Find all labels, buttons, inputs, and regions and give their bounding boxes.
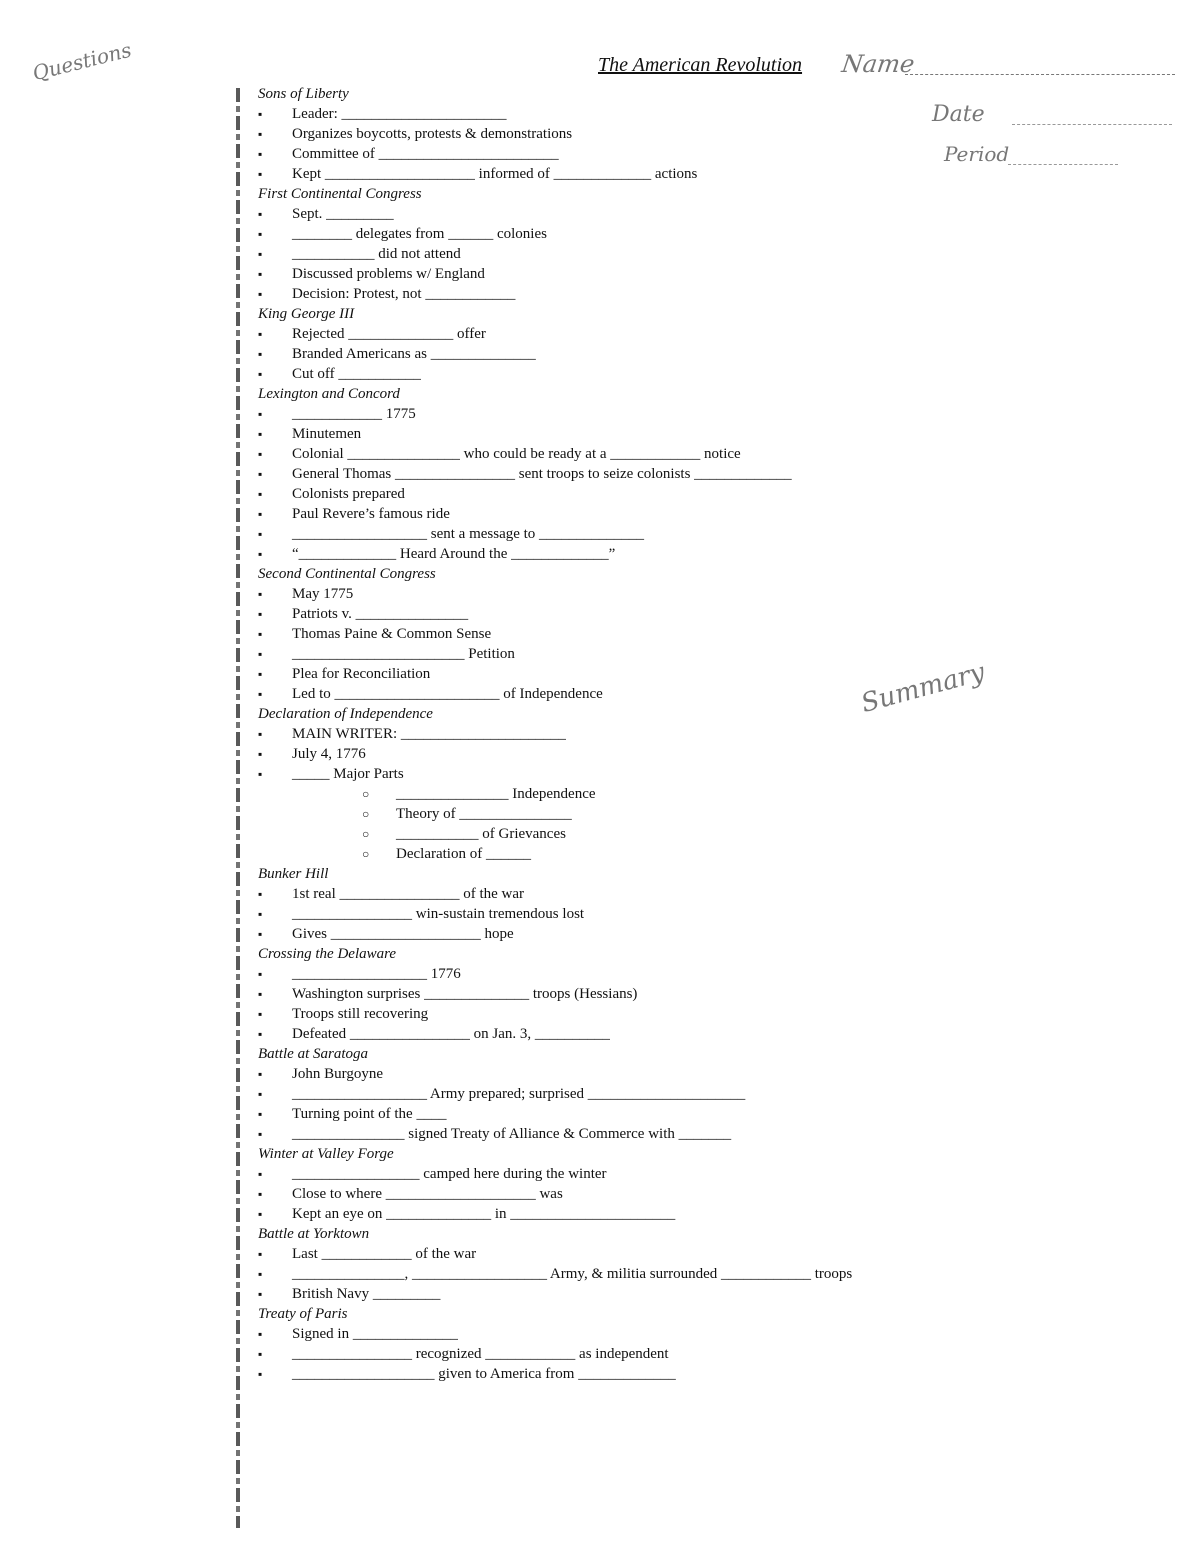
circle-bullet-icon: ○ [362, 827, 370, 841]
list-item [256, 984, 852, 1004]
bullet-icon: ▪ [258, 247, 263, 261]
list-item [256, 1284, 852, 1304]
bullet-icon: ▪ [258, 887, 263, 901]
section-heading: Battle at Saratoga [258, 1046, 368, 1062]
list-item-text: Signed in ______________ [292, 1326, 458, 1342]
list-item [256, 924, 852, 944]
list-item-text: ___________________ given to America from _____________ [292, 1366, 676, 1382]
bullet-icon: ▪ [258, 1167, 263, 1181]
list-item [256, 1064, 852, 1084]
list-item [256, 284, 852, 304]
list-item [256, 724, 852, 744]
bullet-icon: ▪ [258, 267, 263, 281]
period-label: Period [944, 142, 1010, 166]
bullet-icon: ▪ [258, 487, 263, 501]
section-heading: Crossing the Delaware [258, 946, 397, 962]
bullet-icon: ▪ [258, 987, 263, 1001]
name-field-line [905, 74, 1175, 75]
list-item-text: __________________ 1776 [292, 966, 461, 982]
section [256, 944, 852, 1044]
section-heading: Sons of Liberty [258, 86, 349, 102]
bullet-icon: ▪ [258, 1247, 263, 1261]
section-heading: Battle at Yorktown [258, 1226, 370, 1242]
section [256, 1044, 852, 1144]
sub-list-item [256, 804, 852, 824]
list-item [256, 1344, 852, 1364]
list-item [256, 964, 852, 984]
list-item [256, 1084, 852, 1104]
bullet-icon: ▪ [258, 727, 263, 741]
list-item [256, 644, 852, 664]
margin-rule [236, 88, 240, 1528]
list-item [256, 544, 852, 564]
sub-list-item [256, 784, 852, 804]
bullet-icon: ▪ [258, 507, 263, 521]
list-item [256, 664, 852, 684]
bullet-icon: ▪ [258, 167, 263, 181]
list-item-text: General Thomas ________________ sent troops to seize colonists _____________ [292, 466, 792, 482]
list-item [256, 444, 852, 464]
list-item [256, 1104, 852, 1124]
date-field-line [1012, 124, 1172, 125]
list-item [256, 364, 852, 384]
period-field-line [1008, 164, 1118, 165]
section [256, 864, 852, 944]
section-heading: First Continental Congress [258, 186, 422, 202]
bullet-icon: ▪ [258, 367, 263, 381]
sub-list-item-text: Declaration of ______ [396, 846, 531, 862]
bullet-icon: ▪ [258, 467, 263, 481]
list-item-text: Discussed problems w/ England [292, 266, 485, 282]
list-item-text: ________________ win-sustain tremendous lost [292, 906, 585, 922]
section-heading: Lexington and Concord [258, 386, 400, 402]
list-item-text: _________________ camped here during the winter [292, 1166, 607, 1182]
section [256, 1224, 852, 1304]
bullet-icon: ▪ [258, 627, 263, 641]
list-item [256, 524, 852, 544]
list-item-text: Organizes boycotts, protests & demonstrations [292, 126, 573, 142]
list-item [256, 904, 852, 924]
bullet-icon: ▪ [258, 607, 263, 621]
list-item [256, 1164, 852, 1184]
list-item [256, 204, 852, 224]
section-heading: Declaration of Independence [258, 706, 433, 722]
list-item-text: _______________, __________________ Army, & militia surrounded ____________ troops [292, 1266, 853, 1282]
bullet-icon: ▪ [258, 547, 263, 561]
list-item-text: Decision: Protest, not ____________ [292, 286, 516, 302]
bullet-icon: ▪ [258, 587, 263, 601]
bullet-icon: ▪ [258, 207, 263, 221]
list-item-text: Rejected ______________ offer [292, 326, 486, 342]
section [256, 1304, 852, 1384]
bullet-icon: ▪ [258, 1107, 263, 1121]
bullet-icon: ▪ [258, 1207, 263, 1221]
bullet-icon: ▪ [258, 407, 263, 421]
questions-margin-note: Questions [30, 37, 134, 86]
list-item-text: Branded Americans as ______________ [292, 346, 536, 362]
bullet-icon: ▪ [258, 1267, 263, 1281]
list-item-text: ________ delegates from ______ colonies [292, 226, 547, 242]
list-item [256, 484, 852, 504]
section [256, 384, 852, 564]
section [256, 564, 852, 704]
list-item-text: _______________________ Petition [292, 646, 515, 662]
summary-margin-note: Summary [858, 657, 988, 719]
list-item-text: Last ____________ of the war [292, 1246, 477, 1262]
bullet-icon: ▪ [258, 667, 263, 681]
list-item-text: John Burgoyne [292, 1066, 383, 1082]
bullet-icon: ▪ [258, 327, 263, 341]
bullet-icon: ▪ [258, 1347, 263, 1361]
list-item [256, 744, 852, 764]
list-item [256, 624, 852, 644]
list-item [256, 344, 852, 364]
list-item-text: _______________ signed Treaty of Alliance & Commerce with _______ [292, 1126, 732, 1142]
section-heading: Second Continental Congress [258, 566, 436, 582]
list-item [256, 224, 852, 244]
list-item [256, 1124, 852, 1144]
list-item-text: Sept. _________ [292, 206, 394, 222]
list-item-text: Gives ____________________ hope [292, 926, 514, 942]
bullet-icon: ▪ [258, 767, 263, 781]
list-item [256, 1004, 852, 1024]
list-item-text: __________________ Army prepared; surprised _____________________ [292, 1086, 746, 1102]
bullet-icon: ▪ [258, 1067, 263, 1081]
list-item-text: “_____________ Heard Around the _____________” [292, 546, 616, 562]
list-item-text: ___________ did not attend [292, 246, 461, 262]
bullet-icon: ▪ [258, 427, 263, 441]
list-item [256, 424, 852, 444]
list-item [256, 124, 852, 144]
bullet-icon: ▪ [258, 907, 263, 921]
circle-bullet-icon: ○ [362, 807, 370, 821]
bullet-icon: ▪ [258, 1367, 263, 1381]
list-item-text: Paul Revere’s famous ride [292, 506, 450, 522]
section [256, 304, 852, 384]
list-item-text: ________________ recognized ____________ as independent [292, 1346, 669, 1362]
list-item [256, 324, 852, 344]
list-item-text: Minutemen [292, 426, 362, 442]
section-heading: Bunker Hill [258, 866, 329, 882]
list-item [256, 1244, 852, 1264]
sub-list-item-text: ___________ of Grievances [396, 826, 566, 842]
list-item-text: Turning point of the ____ [292, 1106, 447, 1122]
list-item [256, 164, 852, 184]
bullet-icon: ▪ [258, 1027, 263, 1041]
bullet-icon: ▪ [258, 227, 263, 241]
list-item-text: Washington surprises ______________ troops (Hessians) [292, 986, 638, 1002]
list-item-text: __________________ sent a message to ______________ [292, 526, 645, 542]
list-item [256, 264, 852, 284]
notes-outline [256, 84, 852, 1384]
list-item [256, 464, 852, 484]
sub-list-item-text: Theory of _______________ [396, 806, 572, 822]
date-label: Date [932, 102, 985, 127]
bullet-icon: ▪ [258, 447, 263, 461]
list-item-text: Troops still recovering [292, 1006, 429, 1022]
bullet-icon: ▪ [258, 1087, 263, 1101]
section [256, 1144, 852, 1224]
list-item-text: ____________ 1775 [292, 406, 416, 422]
list-item-text: Committee of ________________________ [292, 146, 559, 162]
list-item-text: Plea for Reconciliation [292, 666, 431, 682]
list-item-text: Colonists prepared [292, 486, 405, 502]
bullet-icon: ▪ [258, 927, 263, 941]
bullet-icon: ▪ [258, 1287, 263, 1301]
list-item-text: May 1775 [292, 586, 354, 602]
list-item [256, 684, 852, 704]
list-item-text: Patriots v. _______________ [292, 606, 469, 622]
list-item [256, 144, 852, 164]
list-item [256, 1364, 852, 1384]
list-item-text: Defeated ________________ on Jan. 3, __________ [292, 1026, 610, 1042]
bullet-icon: ▪ [258, 1127, 263, 1141]
bullet-icon: ▪ [258, 687, 263, 701]
list-item [256, 504, 852, 524]
bullet-icon: ▪ [258, 1327, 263, 1341]
list-item [256, 104, 852, 124]
circle-bullet-icon: ○ [362, 787, 370, 801]
list-item [256, 244, 852, 264]
list-item-text: Led to ______________________ of Independence [292, 686, 603, 702]
section [256, 704, 852, 864]
bullet-icon: ▪ [258, 287, 263, 301]
list-item-text: Kept an eye on ______________ in ______________________ [292, 1206, 676, 1222]
sub-list-item [256, 844, 852, 864]
bullet-icon: ▪ [258, 1187, 263, 1201]
list-item-text: British Navy _________ [292, 1286, 441, 1302]
list-item-text: Kept ____________________ informed of _____________ actions [292, 166, 698, 182]
list-item [256, 584, 852, 604]
list-item-text: _____ Major Parts [292, 766, 404, 782]
bullet-icon: ▪ [258, 747, 263, 761]
list-item [256, 1024, 852, 1044]
name-label: Name [840, 50, 917, 78]
bullet-icon: ▪ [258, 147, 263, 161]
list-item-text: MAIN WRITER: ______________________ [292, 726, 566, 742]
sub-list-item-text: _______________ Independence [396, 786, 596, 802]
bullet-icon: ▪ [258, 527, 263, 541]
list-item [256, 404, 852, 424]
section-heading: Winter at Valley Forge [258, 1146, 394, 1162]
section [256, 184, 852, 304]
list-item [256, 604, 852, 624]
list-item [256, 1264, 852, 1284]
list-item-text: Colonial _______________ who could be ready at a ____________ notice [292, 446, 741, 462]
list-item [256, 1324, 852, 1344]
bullet-icon: ▪ [258, 107, 263, 121]
sub-list-item [256, 824, 852, 844]
bullet-icon: ▪ [258, 127, 263, 141]
list-item-text: Cut off ___________ [292, 366, 421, 382]
list-item-text: Leader: ______________________ [292, 106, 507, 122]
list-item-text: Close to where ____________________ was [292, 1186, 563, 1202]
list-item [256, 884, 852, 904]
bullet-icon: ▪ [258, 1007, 263, 1021]
bullet-icon: ▪ [258, 647, 263, 661]
bullet-icon: ▪ [258, 347, 263, 361]
circle-bullet-icon: ○ [362, 847, 370, 861]
page-title: The American Revolution [598, 54, 803, 76]
list-item [256, 1204, 852, 1224]
list-item-text: Thomas Paine & Common Sense [292, 626, 492, 642]
list-item [256, 1184, 852, 1204]
bullet-icon: ▪ [258, 967, 263, 981]
list-item-text: 1st real ________________ of the war [292, 886, 525, 902]
section-heading: King George III [258, 306, 355, 322]
section [256, 84, 852, 184]
list-item [256, 764, 852, 784]
list-item-text: July 4, 1776 [292, 746, 366, 762]
section-heading: Treaty of Paris [258, 1306, 348, 1322]
